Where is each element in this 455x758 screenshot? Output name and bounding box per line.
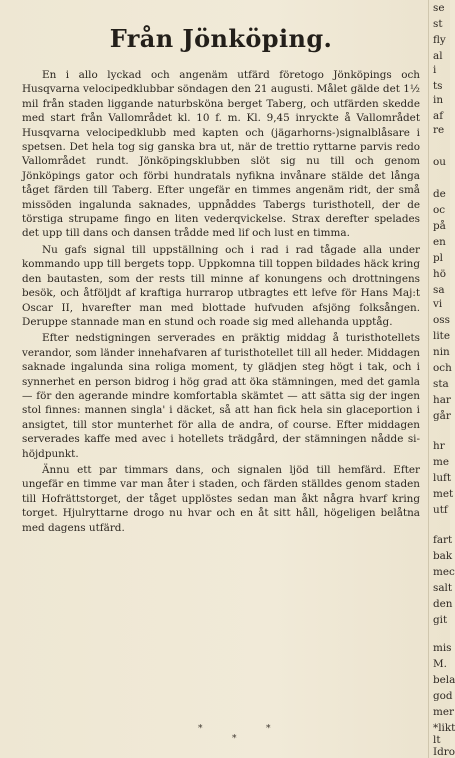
neighbor-fragment: mec: [433, 566, 455, 578]
neighbor-fragment: *likt: [433, 722, 455, 734]
neighbor-fragment: al: [433, 50, 443, 62]
neighbor-fragment: Idro: [433, 746, 455, 758]
neighbor-fragment: ou: [433, 156, 446, 168]
neighbor-fragment: på: [433, 220, 446, 232]
neighbor-fragment: salt: [433, 582, 453, 594]
neighbor-fragment: en: [433, 236, 446, 248]
ornament-asterisk: *: [232, 734, 237, 744]
neighbor-fragment: utf: [433, 504, 448, 516]
neighbor-fragment: i: [433, 64, 437, 76]
article-paragraph: En i allo lyckad och angenäm utfärd företogo Jönköpings och Husqvarna velocipedklubbar söndagen den 21 augusti. Målet gälde det 1½ mil från staden liggande naturbsköna berget Taberg, och utfärden skedde med start från Vallområdet kl. 10 f. m. Kl. 9,45 inryckte å Vallområdet Husqvarna velocipedklubb med kapten och (jägarhorns-)signalblåsare i spetsen. Det hela tog sig ganska bra ut, när de trettio ryttarne parvis redo Vallområdet rundt. Jönköpingsklubben slöt sig nu till och genom Jönköpings gator och förbi hundratals nyfikna invånare stälde det långa tåget färden till Taberg. Efter ungefär en timmes angenäm ridt, der små missöden ingalunda saknades, uppnåddes Tabergs turisthotell, der de törstiga strupame fingo en liten vederqvickelse. Strax derefter spelades det upp till dans och dansen trådde med lif och lust en timma.: [22, 69, 420, 240]
neighbor-fragment: och: [433, 362, 452, 374]
article-column: [22, 0, 420, 758]
neighbor-fragment: af: [433, 110, 444, 122]
neighbor-fragment: bak: [433, 550, 453, 562]
neighbor-fragment: luft: [433, 472, 452, 484]
neighbor-fragment: pl: [433, 252, 443, 264]
neighbor-fragment: hö: [433, 268, 446, 280]
neighbor-fragment: nin: [433, 346, 450, 358]
neighbor-fragment: sta: [433, 378, 449, 390]
neighbor-fragment: st: [433, 18, 443, 30]
ornament-asterisk: *: [198, 724, 203, 734]
neighbor-fragment: har: [433, 394, 451, 406]
neighbor-fragment: bela: [433, 674, 455, 686]
neighbor-fragment: hr: [433, 440, 445, 452]
neighbor-fragment: se: [433, 2, 445, 14]
neighbor-fragment: oc: [433, 204, 446, 216]
neighbor-fragment: fart: [433, 534, 453, 546]
neighbor-fragment: god: [433, 690, 453, 702]
neighbor-fragment: git: [433, 614, 448, 626]
article-paragraph: Ännu ett par timmars dans, och signalen ljöd till hemfärd. Efter ungefär en timme var man åter i staden, och färden ställdes genom staden till Hofrättstorget, der tåget upplöstes sedan man åkt några hvarf kring torget. Hjulryttarne drogo nu hvar och en åt sitt håll, högeligen belåtna med dagens utfärd.: [22, 463, 420, 534]
section-ornament: [192, 724, 272, 754]
neighbor-fragment: in: [433, 94, 444, 106]
neighbor-fragment: den: [433, 598, 453, 610]
article-paragraph: Efter nedstigningen serverades en präktig middag å turisthotellets verandor, som länder innehafvaren af turisthotellet till all heder. Middagen saknade ingalunda sina roliga moment, ty glädjen steg högt i tak, och i synnerhet en person bidrog i hög grad att öka stämningen, med det gamla — för den agerande mindre komfortabla skämtet — att sätta sig der ingen stol finnes: mannen singla' i däcket, så att han fick hela sin glaceportion i ansigtet, till stor munterhet för alla de andra, of course. Efter middagen serverades kaffe med avec i hotellets trädgård, der stämningen nådde si- höjdpunkt.: [22, 332, 420, 460]
neighbor-fragment: met: [433, 488, 454, 500]
article-title: Från Jönköping.: [109, 24, 333, 53]
neighbor-fragment: lt: [433, 734, 441, 746]
neighbor-fragment: mer: [433, 706, 454, 718]
neighbor-fragment: re: [433, 124, 445, 136]
column-divider: [428, 0, 429, 758]
neighbor-fragment: mis: [433, 642, 452, 654]
neighbor-fragment: sa: [433, 284, 445, 296]
neighbor-fragment: lite: [433, 330, 450, 342]
article-body: [22, 68, 420, 537]
neighbor-fragment: de: [433, 188, 446, 200]
ornament-asterisk: *: [266, 724, 271, 734]
neighbor-fragment: M.: [433, 658, 447, 670]
neighbor-fragment: går: [433, 410, 451, 422]
neighbor-fragment: vi: [433, 298, 443, 310]
article-paragraph: Nu gafs signal till uppställning och i rad i rad tågade alla under kommando upp till bergets topp. Uppkomna till toppen bildades häck kring den bautasten, som der rests till minne af konungens och drottningens besök, och åtföljdt af kraftiga hurrarop utbragtes ett lefve för Hans Maj:t Oscar II, hvarefter man med blottade hufvuden afsjöng folksången. Deruppe stannade man en stund och roade sig med allehanda upptåg.: [22, 243, 420, 328]
neighbor-column-fragments: [433, 0, 455, 758]
neighbor-fragment: ts: [433, 80, 443, 92]
neighbor-fragment: fly: [433, 34, 446, 46]
neighbor-fragment: oss: [433, 314, 450, 326]
neighbor-fragment: me: [433, 456, 450, 468]
